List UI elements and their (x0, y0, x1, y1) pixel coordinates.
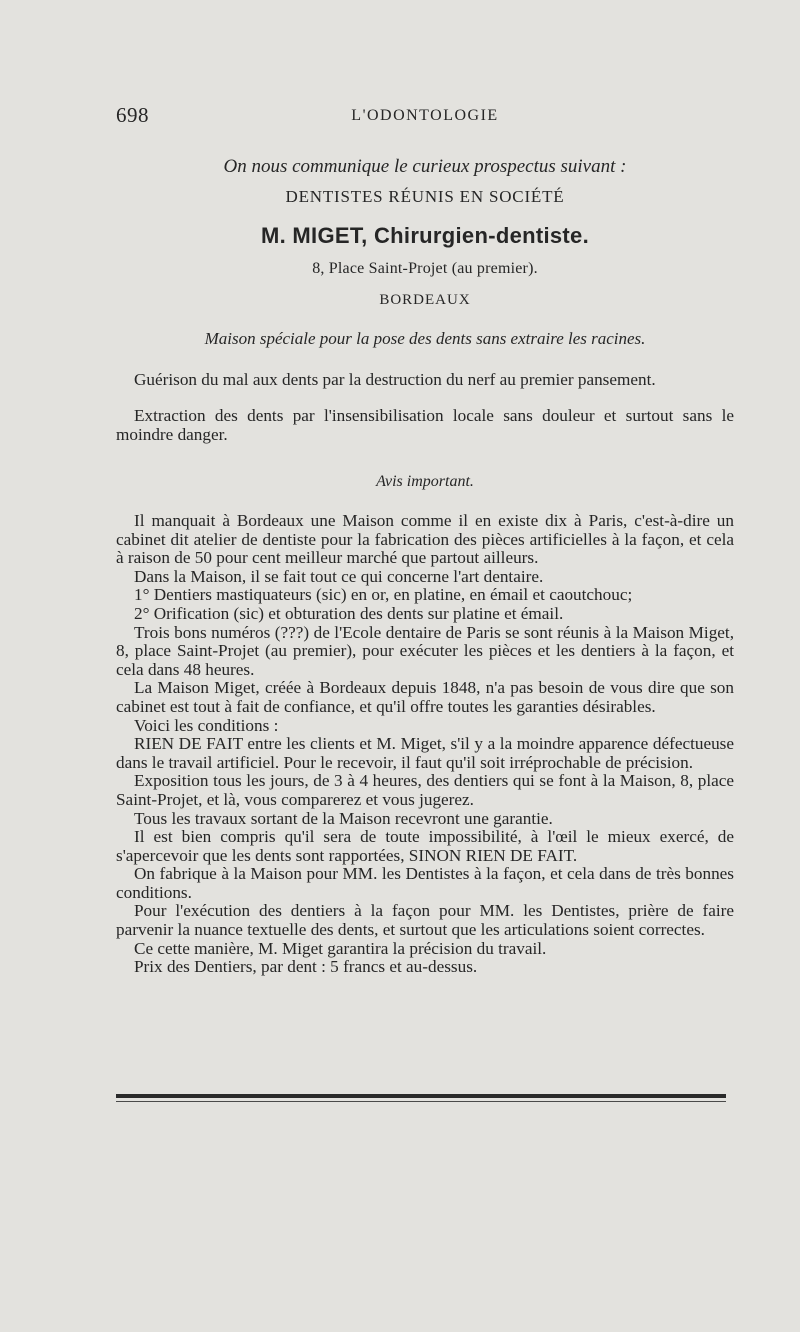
paragraph: Voici les conditions : (134, 715, 279, 735)
section-rule (116, 1094, 726, 1098)
page-header (116, 103, 734, 133)
advert-name: M. MIGET, Chirurgien-dentiste. (260, 223, 589, 248)
paragraph: Extraction des dents par l'insensibilisation locale sans douleur et surtout sans le moindre danger. (116, 406, 734, 444)
paragraph-extraction (116, 407, 734, 444)
running-title: L'ODONTOLOGIE (351, 107, 499, 124)
intro-line: On nous communique le curieux prospectus suivant : (223, 156, 627, 177)
section-rule-thin (116, 1101, 726, 1102)
body-text (116, 512, 734, 977)
avis-heading: Avis important. (376, 473, 474, 490)
paragraph: Prix des Dentiers, par dent : 5 francs et au-dessus. (134, 957, 478, 977)
paragraph: Trois bons numéros (???) de l'Ecole dentaire de Paris se sont réunis à la Maison Miget, 8, place Saint-Projet (au premier), pour exécuter les pièces et les dentiers à la façon, et cela dans 48 heures. (116, 622, 734, 679)
paragraph: Exposition tous les jours, de 3 à 4 heures, des dentiers qui se font à la Maison, 8, place Saint-Projet, et là, vous comparerez et vous jugerez. (116, 771, 734, 809)
paragraph: Tous les travaux sortant de la Maison recevront une garantie. (134, 808, 553, 828)
paragraph: 1° Dentiers mastiquateurs (sic) en or, en platine, en émail et caoutchouc; (134, 585, 633, 605)
paragraph-guerison (116, 371, 734, 390)
paragraph: Guérison du mal aux dents par la destruction du nerf au premier pansement. (134, 370, 656, 389)
paragraph: RIEN DE FAIT entre les clients et M. Miget, s'il y a la moindre apparence défectueuse dans le travail artificiel. Pour le recevoir, il faut qu'il soit irréprochable de précision. (116, 734, 734, 772)
paragraph: 2° Orification (sic) et obturation des dents sur platine et émail. (134, 603, 564, 623)
advert-specialty: Maison spéciale pour la pose des dents sans extraire les racines. (204, 329, 646, 348)
advert-line-1: DENTISTES RÉUNIS EN SOCIÉTÉ (285, 187, 565, 206)
paragraph: On fabrique à la Maison pour MM. les Dentistes à la façon, et cela dans de très bonnes conditions. (116, 864, 734, 902)
paragraph: Dans la Maison, il se fait tout ce qui concerne l'art dentaire. (134, 566, 544, 586)
page-number: 698 (116, 103, 149, 127)
paragraph: Il est bien compris qu'il sera de toute impossibilité, à l'œil le mieux exercé, de s'apercevoir que les dents sont rapportées, SINON RIEN DE FAIT. (116, 827, 734, 865)
advert-address: 8, Place Saint-Projet (au premier). (312, 260, 538, 277)
advert-city: BORDEAUX (379, 292, 471, 308)
paragraph: Ce cette manière, M. Miget garantira la précision du travail. (134, 938, 547, 958)
paragraph: Il manquait à Bordeaux une Maison comme il en existe dix à Paris, c'est-à-dire un cabinet dit atelier de dentiste pour la fabrication des pièces artificielles à la façon, et cela à raison de 50 pour cent meilleur marché que partout ailleurs. (116, 511, 734, 568)
paragraph: La Maison Miget, créée à Bordeaux depuis 1848, n'a pas besoin de vous dire que son cabinet est tout à fait de confiance, et qu'il offre toutes les garanties désirables. (116, 678, 734, 716)
paragraph: Pour l'exécution des dentiers à la façon pour MM. les Dentistes, prière de faire parvenir la nuance textuelle des dents, et surtout que les articulations soient correctes. (116, 901, 734, 940)
